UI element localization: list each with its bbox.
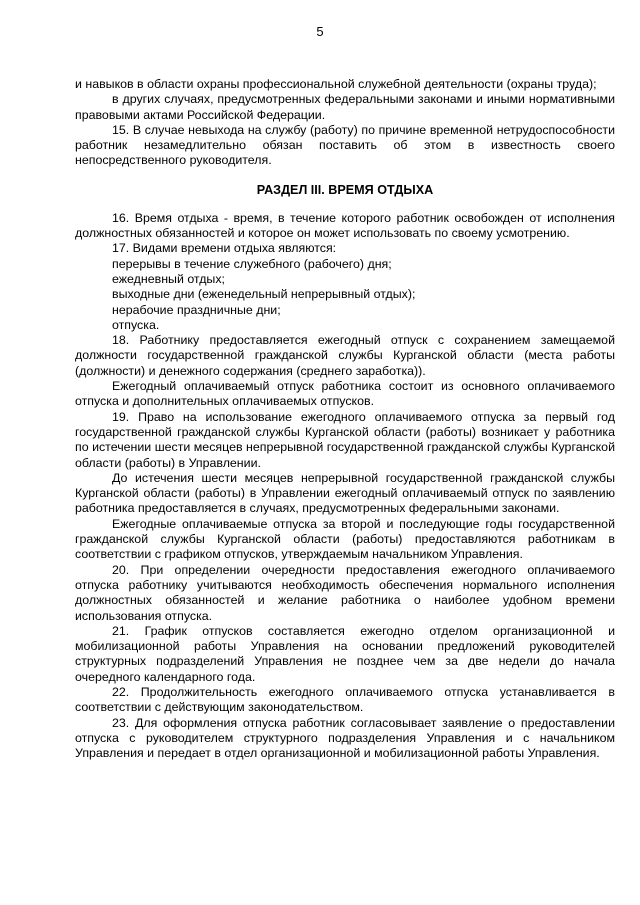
paragraph-clause-18: 18. Работнику предоставляется ежегодный отпуск с сохранением замещаемой должности государственной гражданской службы Курганской области (места работы (должности) и денежного содержания (среднего заработка)).	[75, 333, 615, 378]
paragraph-clause-23: 23. Для оформления отпуска работник согласовывает заявление о предоставлении отпуска с руководителем структурного подразделения Управления и с начальником Управления и передает в отдел организационной и мобилизационной работы Управления.	[75, 715, 615, 761]
paragraph-annual-leave-composition: Ежегодный оплачиваемый отпуск работника состоит из основного оплачиваемого отпуска и дополнительных оплачиваемых отпусков.	[75, 379, 615, 409]
paragraph-subsequent-years: Ежегодные оплачиваемые отпуска за второй и последующие годы государственной гражданской службы Курганской области (работы) предоставляются работникам в соответствии с графиком отпусков, утверждаемым начальником Управления.	[75, 516, 615, 562]
paragraph-before-six-months: До истечения шести месяцев непрерывной государственной гражданской службы Курганской области (работы) в Управлении ежегодный оплачиваемый отпуск по заявлению работника предоставляется в случаях, предусмотренных федеральными законами.	[75, 470, 615, 516]
page-number: 5	[316, 24, 324, 39]
document-body	[75, 77, 615, 761]
list-item-weekends: выходные дни (еженедельный непрерывный отдых);	[112, 287, 416, 302]
list-item-breaks: перерывы в течение служебного (рабочего) дня;	[112, 256, 392, 271]
paragraph-clause-17: 17. Видами времени отдыха являются:	[112, 241, 337, 256]
paragraph-clause-19: 19. Право на использование ежегодного оплачиваемого отпуска за первый год государственной гражданской службы Курганской области (работы) возникает у работника по истечении шести месяцев непрерывной государственной гражданской службы Курганской области (работы) в Управлении.	[75, 409, 615, 470]
list-item-holidays: нерабочие праздничные дни;	[112, 302, 281, 317]
paragraph-other-cases: в других случаях, предусмотренных федеральными законами и иными нормативными правовыми актами Российской Федерации.	[75, 92, 615, 122]
paragraph-clause-20: 20. При определении очередности предоставления ежегодного оплачиваемого отпуска работнику учитываются необходимость обеспечения нормального исполнения должностных обязанностей и желание работника о наиболее удобном времени использования отпуска.	[75, 562, 615, 623]
list-item-daily-rest: ежедневный отдых;	[112, 271, 225, 286]
section-heading: РАЗДЕЛ III. ВРЕМЯ ОТДЫХА	[256, 182, 434, 197]
paragraph-training-continuation: и навыков в области охраны профессиональной служебной деятельности (охраны труда);	[75, 77, 597, 91]
paragraph-clause-21: 21. График отпусков составляется ежегодно отделом организационной и мобилизационной работы Управления на основании предложений руководителей структурных подразделений Управления не позднее чем за две недели до начала очередного календарного года.	[75, 623, 615, 684]
paragraph-clause-16: 16. Время отдыха - время, в течение которого работник освобожден от исполнения должностных обязанностей и которое он может использовать по своему усмотрению.	[75, 210, 615, 241]
list-item-vacations: отпуска.	[112, 317, 160, 332]
paragraph-clause-15: 15. В случае невыхода на службу (работу) по причине временной нетрудоспособности работник незамедлительно обязан поставить об этом в известность своего непосредственного руководителя.	[75, 122, 615, 168]
paragraph-clause-22: 22. Продолжительность ежегодного оплачиваемого отпуска устанавливается в соответствии с действующим законодательством.	[75, 684, 615, 715]
